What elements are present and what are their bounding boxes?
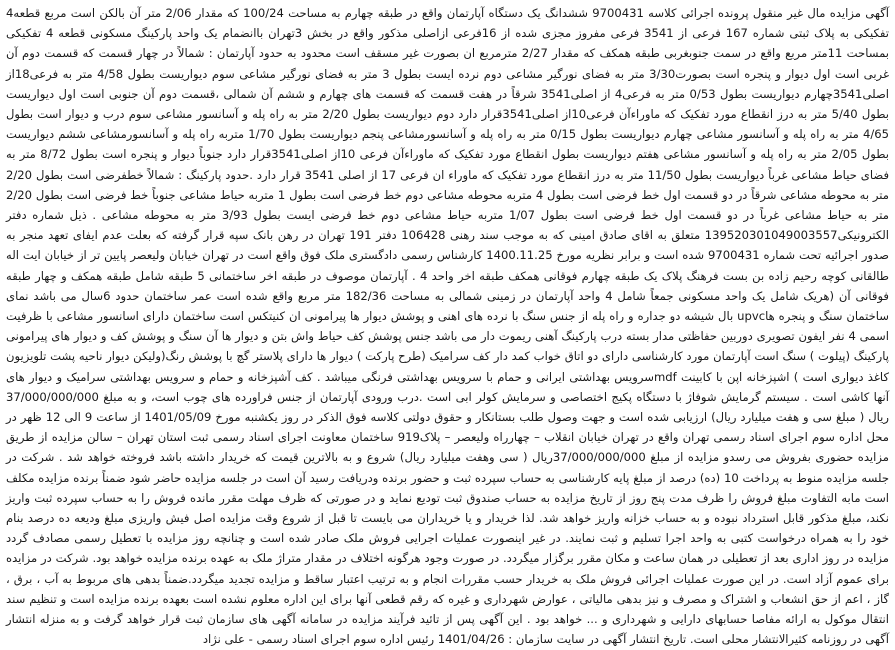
notice-body-text: آگهی مزایده مال غیر منقول پرونده اجرائی کلاسه 9700431 ششدانگ یک دستگاه آپارتمان واقع در طبقه چهارم به مساحت 100/24 که مقدار 2/06 متر آن بالکن است مربع قطعه4 تفکیکی به پلاک ثبتی شماره 167 فرعی از 3541 فرعی مفروز مجزی شده از 16فرعی ازاصلی مذکور واقع در بخش 3تهران باانضمام یک واحد پارکینگ مسکونی قطعه 4 تفکیکی بمساحت 11متر مربع واقع در سمت جنوبغربی طبقه همکف که مقدار 2/27 مترمربع ان بصورت غیر مسقف است محدود به حدود آپارتمان : شمالاً در چهار قسمت که قسمت دوم آن غربی است اول دیوار و پنجره است بصورت3/30 متر به فضای نورگیر مشاعی دوم نرده ایست بطول 3 متر به فضای نورگیر مشاعی سوم دیواریست بطول 4/58 متر به فرعی18از اصلی3541چهارم دیواریست بطول 0/53 متر به فرعی4 از اصلی3541 شرقاً در هفت قسمت که قسمت های چهارم و ششم آن شمالی ،قسمت دوم آن جنوبی است اول دیواریست بطول 5/40 متر به درز انقطاع مورد تفکیک که ماوراءآن فرعی10از اصلی3541قرار دارد دوم دیواریست بطول 2/20 متر به راه پله و آسانسور مشاعی سوم درب و دیوار است بطول 4/65 متر به راه پله و آسانسور مشاعی چهارم دیواریست بطول 0/15 متر به راه پله و آسانسورمشاعی پنجم دیواریست بطول 1/70 متربه راه پله و آسانسورمشاعی ششم دیواریست بطول 2/05 متر به راه پله و آسانسور مشاعی هفتم دیواریست بطول انقطاع مورد تفکیک که ماوراءآن فرعی 10از اصلی3541قرار دارد جنوباً دیوار و پنجره است بطول 8/72 متر به فضای حیاط مشاعی غرباً دیواریست بطول 11/50 متر به درز انقطاع مورد تفکیک که ماوراء ان فرعی 17 از اصلی 3541 قرار دارد .حدود پارکینگ : شمالاً خطفرضی است بطول 2/20 متر به محوطه مشاعی شرقاً در دو قسمت اول خط فرضی است بطول 4 متربه محوطه مشاعی دوم خط فرضی است بطول 1 متربه حیاط مشاعی جنوباً خط فرضی است بطول 2/20 متر به حیاط مشاعی غرباً در دو قسمت اول خط فرضی است بطول 1/07 متربه حیاط مشاعی دوم خط فرضی ایست بطول 3/93 متر به محوطه مشاعی . ذیل شماره دفتر الکترونیکی139520301049003557 متعلق به اقای صادق امینی که به موجب سند رهنی 106428 دفتر 191 تهران در رهن بانک سپه قرار گرفته که بعلت عدم ایفای تعهد منجر به صدور اجرائیه تحت شماره 9700431 شده است و برابر نظریه مورخ 1400.11.25 کارشناس رسمی دادگستری ملک فوق واقع است در تهران خیابان ولیعصر پایین تر از خیابان ایت اله طالقانی کوچه رحیم زاده بن بست فرهنگ پلاک یک طبقه چهارم فوقانی همکف طبقه اخر واحد 4 . آپارتمان موصوف در طبقه اخر ساختمانی 5 طبقه شامل طبقه همکف و چهار طبقه فوقانی آن (هریک شامل یک واحد مسکونی جمعاً شامل 4 واحد آپارتمان در زمینی شمالی به مساحت 182/36 متر مربع واقع شده است عمر ساختمان حدود 6سال می باشد نمای ساختمان سنگ و پنجره هاupvc بال شیشه دو جداره و راه پله از جنس سنگ با نرده های اهنی و پوشش دیوار ها پیرامونی ان کنیتکس است ساختمان دارای اسانسور مشاعی با ظرفیت اسمی 4 نفر ایفون تصویری دوربین حفاظتی مدار بسته درب پارکینگ آهنی ریموت دار می باشد جنس پوشش کف حیاط واش بتن و دیوار ها آن سنگ و پوشش کف و دیوار های پیرامونی پارکینگ (پیلوت ) سنگ است آپارتمان مورد کارشناسی دارای دو اتاق خواب کمد دار کف سرامیک (طرح پارکت ) دیوار ها دارای پلاستر گچ با پوشش رنگ(ولیکن دیوار ناحیه پشت تلویزیون کاغذ دیواری است ) اشپزخانه اپن با کابینت mdfسرویس بهداشتی ایرانی و حمام با سرویس بهداشتی فرنگی میباشد . کف آشپزخانه و حمام و سرویس بهداشتی سرامیک و دیوار های آنها کاشی است . سیستم گرمایش شوفاژ با دستگاه پکیج اختصاصی و سرمایش کولر ابی است .درب ورودی آپارتمان از جنس فراورده های چوب است، و به مبلغ 37/000/000/000 ریال ( مبلغ سی و هفت میلیارد ریال) ارزیابی شده است و جهت وصول طلب بستانکار و حقوق دولتی کلاسه فوق الذکر در روز یکشنبه مورخ 1401/05/09 از ساعت 9 الی 12 ظهر در محل اداره سوم اجرای اسناد رسمی تهران واقع در تهران خیابان انقلاب – چهارراه ولیعصر – پلاک919 ساختمان معاونت اجرای اسناد رسمی ثبت استان تهران – سالن مزایده از طریق مزایده حضوری بفروش می رسدو مزایده از مبلغ 37/000/000/000ریال ( سی وهفت میلیارد ریال) شروع و به بالاترین قیمت که خریدار داشته باشد فروخته خواهد شد . شرکت در جلسه مزایده منوط به پرداخت 10 (ده) درصد از مبلغ پایه کارشناسی به حساب سپرده ثبت و حضور برنده ودریافت رسید آن است در جلسه مزایده حاضر شود ضمناً برنده مزایده مکلف است مابه التفاوت مبلغ فروش را ظرف مدت پنج روز از تاریخ مزایده به حساب صندوق ثبت تودیع نماید و در صورتی که ظرف مهلت مقرر مانده فروش را به حساب سپرده ثبت واریز نکند، مبلغ مذکور قابل استرداد نبوده و به حساب خزانه واریز خواهد شد. لذا خریدار و یا خریداران می بایست تا قبل از شروع وقت مزایده اصل فیش واریزی مبلغ ودیعه ده درصد بنام خود را به همراه درخواست کتبی به واحد اجرا تسلیم و ثبت نمایند. در غیر اینصورت عملیات اجرایی فروش ملک صادر شده است و چنانچه روز مزایده با تعطیل رسمی مصادف گردد مزایده در روز اداری بعد از تعطیلی در همان ساعت و مکان مقرر برگزار میگردد. در صورت وجود هرگونه اختلاف در مقدار متراژ ملک به عهده برنده مزایده خواهد بود. شرکت در مزایده برای عموم آزاد است. در این صورت عملیات اجرائی فروش ملک به خریدار حسب مقررات انجام و به ترتیب اعتبار ساقط و مزایده تجدید میگردد.ضمناً بدهی های مربوط به آب ، برق ، گاز ، اعم از حق انشعاب و اشتراک و مصرف و نیز بدهی مالیاتی ، عوارض شهرداری و غیره که رقم قطعی آنها برای این اداره معلوم نشده است بعهده برنده مزایده است و تنظیم سند انتقال موکول به ارائه مفاصا حسابهای دارایی و شهرداری و ... خواهد بود . این آگهی پس از تائید فرآیند مزایده در سامانه آگهی های سازمان ثبت قرار خواهد گرفت و به منزله انتشار آگهی در روزنامه کثیرالانتشار محلی است. تاریخ انتشار آگهی در سایت سازمان : 1401/04/26 رئیس اداره سوم اجرای اسناد رسمی - علی نژاد — [6, 6, 890, 647]
